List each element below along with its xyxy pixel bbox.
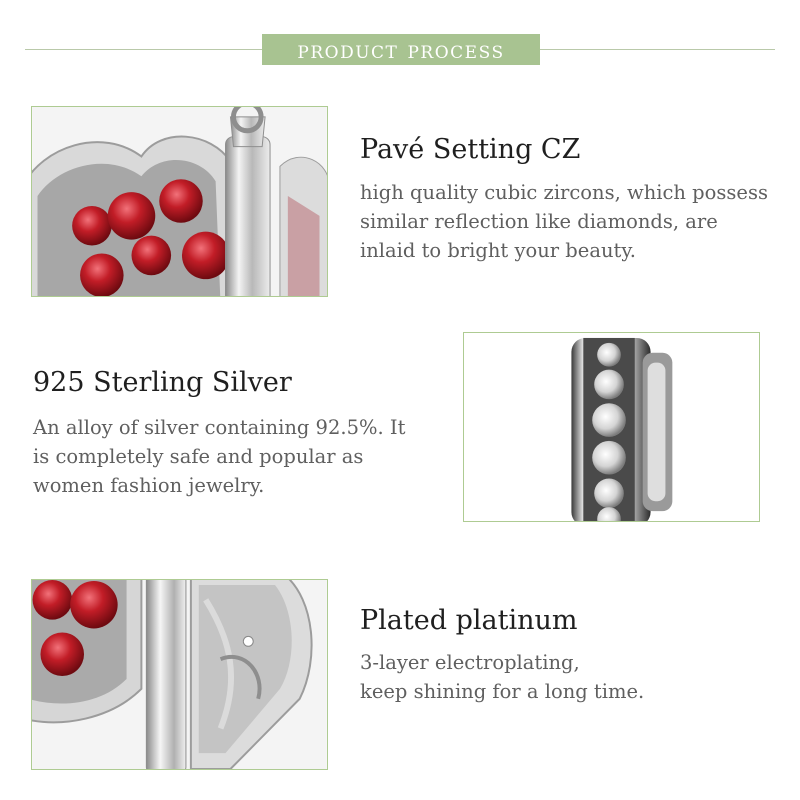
description-line: is completely safe and popular as xyxy=(33,445,364,468)
feature-description-plated-platinum xyxy=(360,648,644,706)
spacer-ring-clear-stones-icon xyxy=(464,333,759,521)
feature-description-pave-setting xyxy=(360,178,768,265)
description-line: women fashion jewelry. xyxy=(33,474,265,497)
heart-charm-red-stones-icon xyxy=(32,107,327,296)
feature-title-pave-setting: Pavé Setting CZ xyxy=(360,134,581,165)
description-line: 3-layer electroplating, xyxy=(360,651,580,674)
feature-title-sterling-silver: 925 Sterling Silver xyxy=(33,367,292,398)
feature-title-plated-platinum: Plated platinum xyxy=(360,605,578,636)
description-line: similar reflection like diamonds, are xyxy=(360,210,718,233)
description-line: inlaid to bright your beauty. xyxy=(360,239,636,262)
open-heart-locket-icon xyxy=(32,580,327,769)
description-line: high quality cubic zircons, which possess xyxy=(360,181,768,204)
description-line: keep shining for a long time. xyxy=(360,680,645,703)
feature-image-plated-platinum xyxy=(31,579,328,770)
header-divider-right xyxy=(540,49,775,50)
header-divider-left xyxy=(25,49,262,50)
feature-image-pave-setting xyxy=(31,106,328,297)
section-header: product process xyxy=(262,34,540,65)
feature-description-sterling-silver xyxy=(33,413,405,500)
description-line: An alloy of silver containing 92.5%. It xyxy=(33,416,406,439)
feature-image-sterling-silver xyxy=(463,332,760,522)
